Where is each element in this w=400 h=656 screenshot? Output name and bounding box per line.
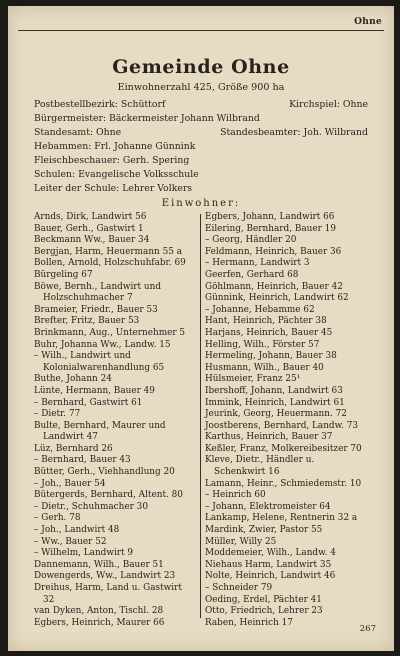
leiter-der-schule: Leiter der Schule: Lehrer Volkers: [34, 183, 193, 194]
residents-column-right: [205, 212, 367, 628]
resident-entry: Bauer, Gerh., Gastwirt 1: [34, 223, 144, 234]
resident-entry: Hermeling, Johann, Bauer 38: [205, 351, 337, 362]
resident-entry: Müller, Willy 25: [205, 536, 277, 547]
resident-entry: Egbers, Johann, Landwirt 66: [205, 212, 335, 222]
page-title: Gemeinde Ohne: [112, 56, 290, 78]
page-number: 267: [359, 624, 376, 634]
resident-entry: – Georg, Händler 20: [205, 235, 297, 246]
resident-entry: Keßler, Franz, Molkereibesitzer 70: [205, 443, 362, 454]
resident-entry: Lankamp, Helene, Rentnerin 32 a: [205, 513, 358, 524]
resident-entry: – Wilhelm, Landwirt 9: [34, 548, 134, 559]
resident-entry: Günnink, Heinrich, Landwirt 62: [205, 293, 349, 304]
resident-entry: Buthe, Johann 24: [34, 374, 112, 385]
resident-entry: Brameier, Friedr., Bauer 53: [34, 304, 158, 315]
resident-entry: Geerfen, Gerhard 68: [205, 269, 299, 280]
resident-entry: Joostberens, Bernhard, Landw. 73: [205, 420, 359, 431]
resident-entry: Raben, Heinrich 17: [205, 617, 293, 628]
resident-entry: Egbers, Heinrich, Maurer 66: [34, 617, 165, 628]
resident-entry: van Dyken, Anton, Tischl. 28: [34, 606, 164, 617]
resident-entry: Beckmann Ww., Bauer 34: [34, 235, 150, 246]
resident-entry: Göhlmann, Heinrich, Bauer 42: [205, 281, 343, 292]
standesbeamter: Standesbeamter: Joh. Wilbrand: [220, 127, 368, 138]
hebammen: Hebammen: Frl. Johanne Günnink: [34, 141, 196, 152]
postbestellbezirk: Postbestellbezirk: Schüttorf: [34, 99, 166, 110]
resident-entry: Oeding, Erdel, Pächter 41: [205, 594, 322, 605]
resident-entry: Ibershoff, Johann, Landwirt 63: [205, 385, 343, 396]
resident-entry: – Schneider 79: [205, 583, 273, 593]
resident-entry: Lüz, Bernhard 26: [34, 443, 113, 454]
resident-entry: – Dietr., Schuhmacher 30: [34, 501, 148, 512]
residents-heading: Einwohner:: [161, 198, 241, 209]
buergermeister: Bürgermeister: Bäckermeister Johann Wilbrand: [34, 113, 260, 124]
resident-entry: Bulte, Bernhard, Maurer und Landwirt 47: [34, 420, 166, 443]
resident-entry: Bürgeling 67: [34, 269, 93, 280]
resident-entry: Immink, Heinrich, Landwirt 61: [205, 397, 345, 408]
fleischbeschauer: Fleischbeschauer: Gerh. Spering: [34, 155, 190, 166]
resident-entry: Hant, Heinrich, Pächter 38: [205, 316, 327, 327]
resident-entry: Brefter, Fritz, Bauer 53: [34, 316, 140, 327]
resident-entry: – Wilh., Landwirt und Kolonialwarenhandlung 65: [34, 351, 165, 373]
running-head: Ohne: [354, 17, 382, 27]
resident-entry: Harjans, Heinrich, Bauer 45: [205, 327, 333, 338]
resident-entry: Buhr, Johanna Ww., Landw. 15: [34, 339, 171, 350]
resident-entry: – Johanne, Hebamme 62: [205, 304, 315, 315]
resident-entry: Hülsmeier, Franz 25¹: [205, 374, 301, 385]
resident-entry: Bollen, Arnold, Holzschuhfabr. 69: [34, 258, 186, 269]
resident-entry: Otto, Friedrich, Lehrer 23: [205, 606, 323, 617]
resident-entry: Bütergerds, Bernhard, Altent. 80: [34, 490, 183, 501]
resident-entry: Bütter, Gerh., Viehhandlung 20: [34, 467, 175, 478]
resident-entry: – Ww., Bauer 52: [34, 536, 107, 547]
column-divider: [200, 214, 201, 618]
resident-entry: – Bernhard, Bauer 43: [34, 455, 131, 466]
resident-entry: Jeurink, Georg, Heuermann. 72: [205, 409, 347, 420]
standesamt: Standesamt: Ohne: [34, 127, 122, 138]
resident-entry: – Hermann, Landwirt 3: [205, 258, 310, 269]
resident-entry: Kleve, Dietr., Händler u. Schenkwirt 16: [205, 455, 315, 478]
resident-entry: – Johann, Elektromeister 64: [205, 501, 331, 512]
resident-entry: Arnds, Dirk, Landwirt 56: [34, 212, 147, 222]
book-page: [8, 6, 394, 651]
resident-entry: – Dietr. 77: [34, 409, 81, 420]
resident-entry: – Heinrich 60: [205, 490, 266, 501]
resident-entry: Feldmann, Heinrich, Bauer 36: [205, 246, 342, 257]
resident-entry: Karthus, Heinrich, Bauer 37: [205, 432, 333, 443]
kirchspiel: Kirchspiel: Ohne: [289, 99, 368, 110]
resident-entry: Dannemann, Wilh., Bauer 51: [34, 559, 164, 570]
population-area-line: Einwohnerzahl 425, Größe 900 ha: [117, 82, 285, 93]
running-head-rule: [18, 16, 384, 31]
resident-entry: Lamann, Heinr., Schmiedemstr. 10: [205, 478, 362, 489]
resident-entry: – Joh., Landwirt 48: [34, 525, 120, 536]
resident-entry: – Gerh. 78: [34, 513, 81, 524]
resident-entry: Niehaus Harm, Landwirt 35: [205, 559, 332, 570]
resident-entry: Eilering, Bernhard, Bauer 19: [205, 223, 336, 234]
resident-entry: – Joh., Bauer 54: [34, 478, 106, 489]
resident-entry: Nolte, Heinrich, Landwirt 46: [205, 571, 336, 582]
residents-list: [34, 212, 368, 628]
resident-entry: Brinkmann, Aug., Unternehmer 5: [34, 327, 186, 338]
resident-entry: Dowengerds, Ww., Landwirt 23: [34, 571, 176, 582]
resident-entry: Mardink, Zwier, Pastor 55: [205, 525, 323, 536]
resident-entry: Böwe, Bernh., Landwirt und Holzschuhmacher 7: [34, 281, 162, 304]
resident-entry: – Bernhard, Gastwirt 61: [34, 397, 143, 408]
residents-column-left: [34, 212, 196, 628]
resident-entry: Helling, Wilh., Förster 57: [205, 339, 320, 350]
resident-entry: Husmann, Wilh., Bauer 40: [205, 362, 324, 373]
resident-entry: Lünte, Hermann, Bauer 49: [34, 385, 155, 396]
schulen: Schulen: Evangelische Volksschule: [34, 169, 199, 180]
resident-entry: Moddemeier, Wilh., Landw. 4: [205, 548, 336, 559]
resident-entry: Bergjan, Harm, Heuermann 55 a: [34, 246, 182, 257]
resident-entry: Dreihus, Harm, Land u. Gastwirt 32: [34, 583, 182, 605]
